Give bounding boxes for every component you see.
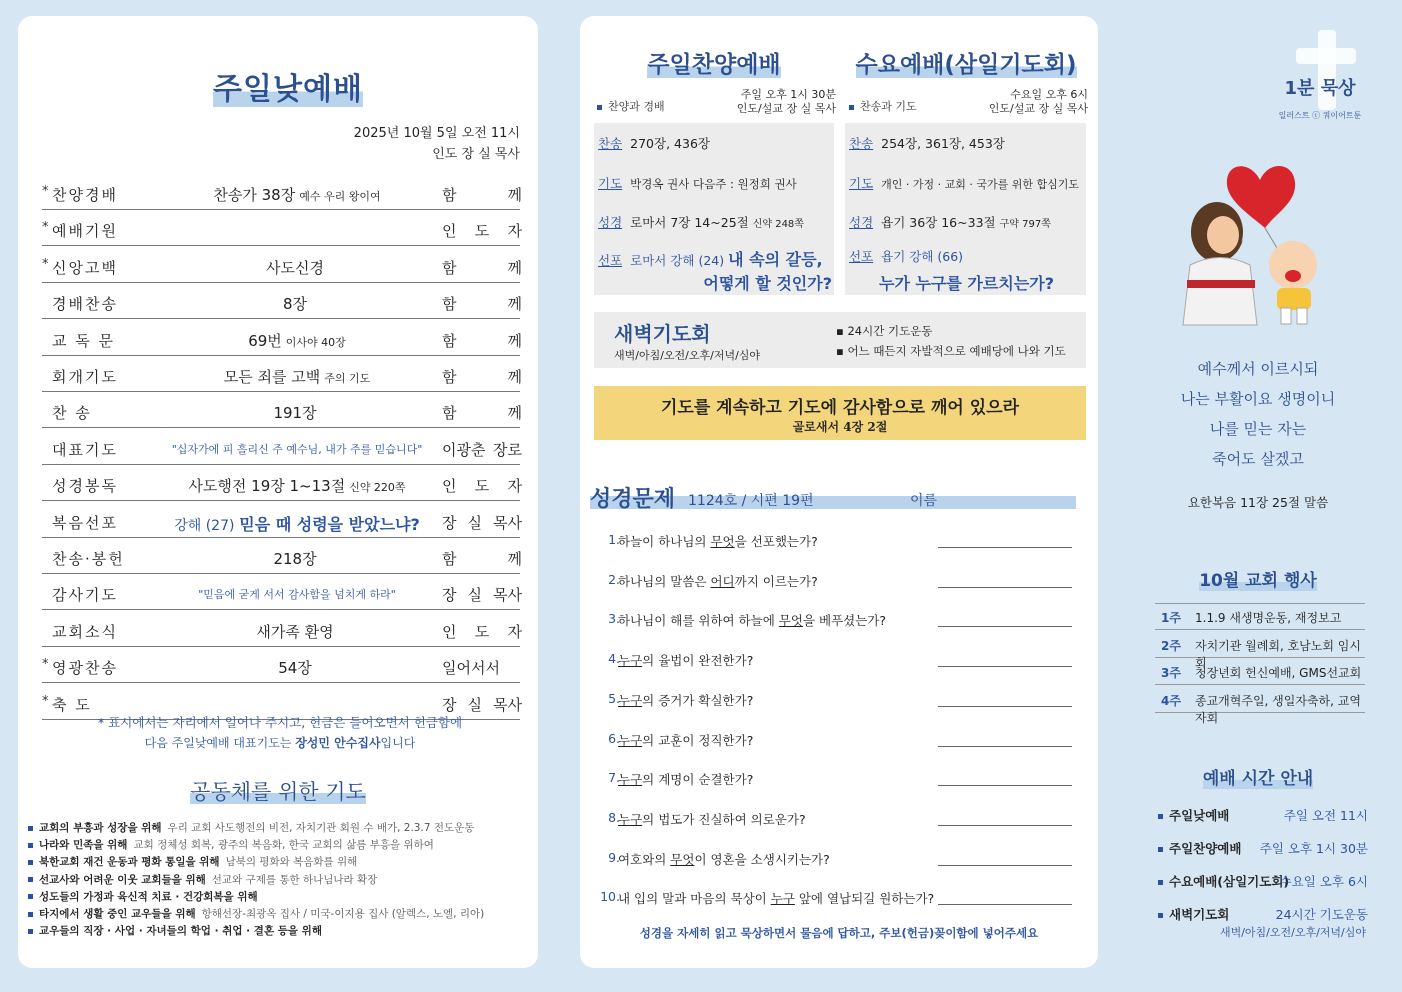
order-content	[152, 220, 442, 238]
order-row	[42, 508, 520, 538]
order-row	[42, 398, 520, 428]
order-leader: 인 도 자	[442, 477, 522, 496]
order-leader: 인 도 자	[442, 222, 522, 241]
order-content: 찬송가 38장 예수 우리 왕이여	[213, 186, 381, 204]
wed-prayer: 기도 개인 · 가정 · 교회 · 국가를 위한 합심기도	[849, 176, 1080, 191]
order-row	[42, 435, 520, 465]
sun-sermon: 선포 로마서 강해 (24) 내 속의 갈등,	[598, 250, 823, 269]
order-content	[152, 584, 442, 602]
order-label: 찬송·봉헌	[52, 550, 125, 568]
quiz-number: 1124호 / 시편 19편	[688, 493, 814, 509]
quiz-item: 2. 하나님의 말씀은 어디까지 이르는가?	[596, 572, 1076, 592]
event-row: 4주 종교개혁주일, 생일자축하, 교역자회	[1155, 686, 1365, 713]
page-title: 주일낮예배	[213, 72, 363, 107]
quiz-item: 4. 누구의 율법이 완전한가?	[596, 651, 1076, 671]
dawn-prayer-box	[594, 312, 1086, 368]
order-row	[42, 471, 520, 501]
order-content	[152, 439, 442, 457]
order-label: 복음선포	[52, 513, 118, 532]
prayer-item: 성도들의 가정과 육신적 치료 · 건강회복을 위해	[28, 889, 264, 904]
sunday-praise-title: 주일찬양예배	[647, 52, 781, 78]
bullet-icon	[28, 860, 33, 865]
order-leader: 함 께	[442, 186, 522, 204]
order-label: 신앙고백	[52, 258, 118, 277]
stand-marker: *	[42, 220, 49, 236]
prayer-item: 나라와 민족을 위해 교회 정체성 회복, 광주의 복음화, 한국 교회의 삶름 부흥을 위하여	[28, 837, 434, 852]
order-label: 찬양경배	[52, 186, 118, 204]
times-title: 예배 시간 안내	[1202, 769, 1314, 789]
prayer-item: 타지에서 생활 중인 교우들을 위해 항해선장-최광옥 집사 / 미국-이지용 집사 (알렉스, 노엘, 리아)	[28, 906, 484, 921]
order-label: 교회소식	[52, 622, 118, 641]
order-leader: 함 께	[442, 331, 522, 350]
answer-line[interactable]	[938, 785, 1072, 786]
quiz-footer: 성경을 자세히 읽고 묵상하면서 물음에 답하고, 주보(헌금)꽂이함에 넣어주세요	[639, 926, 1039, 940]
order-row	[42, 617, 520, 647]
order-label: 감사기도	[52, 586, 118, 605]
illustration-credit: 일러스트 ⓒ 쿼이어트툰	[1278, 111, 1362, 120]
prayer-item: 북한교회 재건 운동과 평화 통일을 위해 남북의 평화와 복음화를 위해	[28, 854, 357, 869]
sun-info-box	[594, 123, 834, 295]
service-time-row: 새벽기도회 24시간 기도운동	[1158, 905, 1368, 923]
quiz-item: 1. 하늘이 하나님의 무엇을 선포했는가?	[596, 532, 1076, 552]
verse-box	[594, 386, 1086, 440]
times-sub: 새벽/아침/오전/오후/저녁/심야	[1219, 926, 1366, 939]
community-prayer-title: 공동체를 위한 기도	[190, 780, 366, 804]
stand-marker: *	[42, 184, 49, 199]
order-content: 54장	[278, 659, 312, 678]
quiz-item: 5. 누구의 증거가 확실한가?	[596, 691, 1076, 711]
order-label: 축 도	[52, 695, 92, 714]
order-content: 191장	[273, 404, 317, 423]
bullet-icon	[28, 826, 33, 831]
sun-hymn: 찬송 270장, 436장	[598, 136, 710, 151]
order-leader: 이광춘 장로	[442, 440, 522, 459]
order-label: 성경봉독	[52, 477, 118, 496]
verse-line: 죽어도 살겠고	[1212, 450, 1304, 468]
prayer-quote: "십자가에 피 흘리신 주 예수님, 내가 주를 믿습니다"	[171, 442, 423, 456]
order-row	[42, 544, 520, 574]
order-leader: 장 실 목사	[442, 513, 522, 532]
bullet-icon	[28, 894, 33, 899]
quiz-item: 9. 여호와의 무엇이 영혼을 소생시키는가?	[596, 850, 1076, 870]
dawn-sub: 새벽/아침/오전/오후/저녁/심야	[614, 349, 761, 362]
dawn-bullet-1: ▪ 24시간 기도운동	[836, 324, 933, 338]
sun-prayer: 기도 박경옥 권사 다음주 : 원정희 권사	[598, 176, 797, 191]
answer-line[interactable]	[938, 825, 1072, 826]
order-leader: 함 께	[442, 368, 522, 386]
wed-scripture: 성경 욥기 36장 16~33절 구약 797쪽	[849, 215, 1051, 230]
answer-line[interactable]	[938, 547, 1072, 548]
order-leader: 함 께	[442, 550, 522, 568]
order-row	[42, 289, 520, 319]
verse-text: 기도를 계속하고 기도에 감사함으로 깨어 있으라	[660, 398, 1020, 418]
order-leader: 함 께	[442, 404, 522, 423]
order-content: 218장	[273, 550, 317, 568]
order-row	[42, 580, 520, 610]
sermon-ref: 강해 (27)	[174, 517, 235, 534]
order-content	[152, 512, 442, 535]
meditation-verse-ref: 요한복음 11장 25절 말씀	[1187, 495, 1329, 510]
order-row	[42, 326, 520, 356]
wed-hymn: 찬송 254장, 361장, 453장	[849, 136, 1005, 151]
order-leader: 일어서서	[442, 659, 500, 678]
order-row	[42, 180, 520, 210]
quiz-item: 6. 누구의 교훈이 정직한가?	[596, 731, 1076, 751]
sun-time: 주일 오후 1시 30분 인도/설교 장 실 목사	[736, 88, 836, 115]
stand-marker: *	[42, 693, 49, 709]
prayer-item: 교회의 부흥과 성장을 위해 우리 교회 사도행전의 비전, 자치기관 회원 수 배가, 2.3.7 전도운동	[28, 820, 474, 835]
order-leader: 함 께	[442, 295, 522, 314]
sun-sermon-line2: 어떻게 할 것인가?	[703, 274, 832, 293]
event-row: 1주 1.1.9 새생명운동, 재정보고	[1155, 603, 1365, 630]
order-row	[42, 653, 520, 683]
order-content: 모든 죄를 고백 주의 기도	[223, 368, 371, 386]
order-row	[42, 362, 520, 392]
service-leader: 인도 장 실 목사	[432, 147, 520, 162]
order-label: 회개기도	[52, 368, 118, 386]
dawn-title: 새벽기도회	[614, 322, 711, 346]
event-row: 3주 청장년회 헌신예배, GMS선교회	[1155, 658, 1365, 685]
service-date: 2025년 10월 5일 오전 11시	[353, 126, 520, 141]
prayer-item: 교우들의 직장 · 사업 · 자녀들의 학업 · 취업 · 결혼 등을 위해	[28, 923, 328, 938]
answer-line[interactable]	[938, 746, 1072, 747]
answer-line[interactable]	[938, 865, 1072, 866]
jesus-child-illustration	[1165, 140, 1355, 330]
order-leader: 함 께	[442, 258, 522, 277]
order-content: 69번 이사야 40장	[248, 331, 346, 350]
order-leader: 장 실 목사	[442, 586, 522, 605]
quiz-name-label: 이름	[910, 493, 938, 509]
order-content: 8장	[282, 295, 308, 314]
verse-line: 예수께서 이르시되	[1197, 360, 1319, 378]
answer-line[interactable]	[938, 904, 1072, 905]
event-row: 2주 자치기관 월례회, 호남노회 임시회	[1155, 631, 1365, 658]
answer-line[interactable]	[938, 666, 1072, 667]
answer-line[interactable]	[938, 587, 1072, 588]
bullet-icon	[28, 929, 33, 934]
wednesday-title: 수요예배(삼일기도회)	[855, 52, 1077, 78]
sermon-title: 믿음 때 성령을 받았느냐?	[239, 514, 420, 534]
order-content: 사도신경	[266, 258, 324, 277]
wed-time: 수요일 오후 6시 인도/설교 장 실 목사	[988, 88, 1088, 115]
wed-sermon-line2: 누가 누구를 가르치는가?	[879, 274, 1054, 293]
stand-marker: *	[42, 657, 49, 673]
verse-line: 나는 부활이요 생명이니	[1180, 390, 1336, 408]
note-next-prayer: 다음 주일낮예배 대표기도는 장성민 안수집사입니다	[144, 736, 416, 750]
order-row	[42, 216, 520, 246]
sun-label: 찬양과 경배	[597, 98, 665, 114]
order-row	[42, 253, 520, 283]
wed-info-box	[845, 123, 1086, 295]
quiz-item: 7. 누구의 계명이 순결한가?	[596, 770, 1076, 790]
wed-label: 찬송과 기도	[849, 98, 917, 114]
order-label: 경배찬송	[52, 295, 118, 314]
order-label: 영광찬송	[52, 659, 118, 678]
stand-marker: *	[42, 256, 49, 272]
quiz-item: 8. 누구의 법도가 진실하여 의로운가?	[596, 810, 1076, 830]
dawn-bullet-2: ▪ 어느 때든지 자발적으로 예배당에 나와 기도	[836, 344, 1066, 358]
wed-sermon: 선포 욥기 강해 (66)	[849, 249, 964, 264]
meditation-title: 1분 묵상	[1284, 78, 1356, 99]
cross-decor-bar	[1296, 48, 1356, 64]
order-leader: 장 실 목사	[442, 695, 522, 714]
answer-line[interactable]	[938, 626, 1072, 627]
bullet-icon	[28, 877, 33, 882]
order-leader: 인 도 자	[442, 622, 522, 641]
quiz-item: 3. 하나님이 해를 위하여 하늘에 무엇을 베푸셨는가?	[596, 611, 1076, 631]
answer-line[interactable]	[938, 706, 1072, 707]
order-content: 사도행전 19장 1~13절 신약 220쪽	[188, 477, 406, 496]
quiz-item: 10. 내 입의 말과 마음의 묵상이 누구 앞에 열납되길 원하는가?	[596, 889, 1076, 909]
note-standing: * 표시에서는 자리에서 일어나 주시고, 헌금은 들어오면서 헌금함에	[97, 715, 463, 730]
order-label: 예배기원	[52, 222, 118, 241]
prayer-item: 선교사와 어려운 이웃 교회들을 위해 선교와 구제를 통한 하나님나라 확장	[28, 872, 377, 887]
service-time-row: 수요예배(삼일기도회) 수요일 오후 6시	[1158, 872, 1368, 890]
events-title: 10월 교회 행사	[1199, 571, 1317, 591]
service-time-row: 주일낮예배 주일 오전 11시	[1158, 806, 1368, 824]
order-label: 대표기도	[52, 440, 118, 459]
order-content	[152, 694, 442, 712]
bullet-icon	[28, 912, 33, 917]
thanks-quote: "믿음에 굳게 서서 감사함을 넘치게 하라"	[198, 588, 396, 602]
order-label: 찬 송	[52, 404, 92, 423]
verse-ref: 골로새서 4장 2절	[792, 420, 888, 434]
bullet-icon	[28, 843, 33, 848]
order-label: 교 독 문	[52, 331, 116, 350]
quiz-title: 성경문제	[590, 487, 676, 512]
order-content: 새가족 환영	[256, 622, 334, 641]
service-time-row: 주일찬양예배 주일 오후 1시 30분	[1158, 839, 1368, 857]
verse-line: 나를 믿는 자는	[1209, 420, 1307, 438]
sun-scripture: 성경 로마서 7장 14~25절 신약 248쪽	[598, 215, 804, 230]
